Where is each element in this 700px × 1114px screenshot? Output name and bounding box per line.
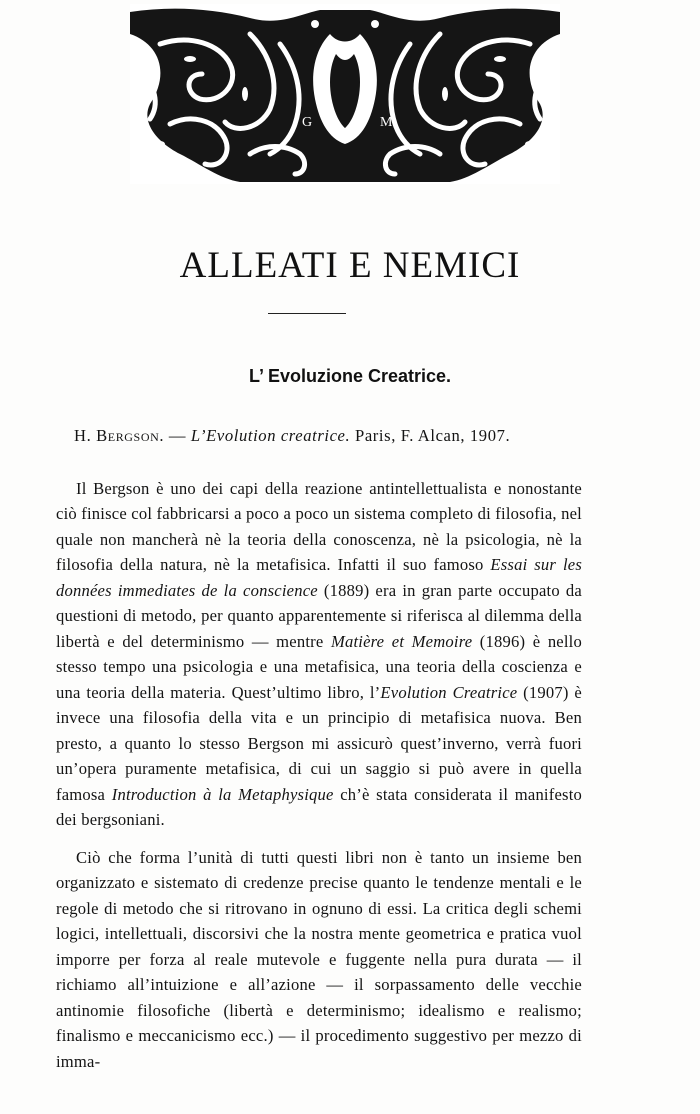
italic-run: Introduction à la Metaphysique bbox=[111, 784, 334, 804]
ornament-initial-left: G bbox=[302, 115, 313, 130]
citation-publisher: Paris, F. Alcan, 1907. bbox=[350, 426, 511, 445]
text-run: Il Bergson è uno dei capi della reazione antintellettualista e nonostante ciò finisce col fabbricarsi a poco a poco un sistema completo di filosofia, nel quale non mancherà nè la teoria della conoscenza, nè la psicologia, nè la filosofia della natura, nè la metafisica. Infatti il suo famoso bbox=[56, 478, 582, 575]
title-divider bbox=[268, 313, 346, 314]
paragraph-2 bbox=[56, 845, 582, 1075]
bibliographic-citation bbox=[74, 426, 594, 446]
page-title: ALLEATI E NEMICI bbox=[179, 245, 521, 286]
ornamental-headpiece bbox=[130, 4, 560, 184]
italic-run: Essai sur les données immediates de la conscience bbox=[56, 555, 582, 600]
text-run: Ciò che forma l’unità di tutti questi libri non è tanto un insieme ben organizzato e sistemato di credenze precise quanto le tendenze mentali e le regole di metodo che si ritrovano in ognuno di essi. La critica degli schemi logici, intellettuali, discorsivi che la nostra mente geometrica e pratica vuol imporre per forza al reale mutevole e fuggente nella pura durata — il richiamo all’intuizione e all’azione — il sorpassamento delle vecchie antinomie filosofiche (libertà e determinismo; idealismo e realismo; finalismo e meccanicismo ecc.) — il procedimento suggestivo per mezzo di imma- bbox=[56, 847, 582, 1071]
paragraph-1 bbox=[56, 476, 582, 833]
citation-work-title: L’Evolution creatrice. bbox=[190, 426, 351, 445]
citation-author-initial: H. bbox=[74, 426, 92, 445]
italic-run: Matière et Memoire bbox=[330, 631, 473, 651]
text-run: (1889) era in gran parte occupato da questioni di metodo, per quanto apparentemente si riferisca al dilemma della libertà e del determinismo — mentre bbox=[56, 580, 582, 651]
text-run: (1896) è nello stesso tempo una psicologia e una metafisica, una teoria della coscienza e una teoria della materia. Quest’ultimo libro, l’ bbox=[56, 631, 582, 702]
text-run: (1907) è invece una filosofia della vita e un principio di metafisica nuova. Ben presto, a quanto lo stesso Bergson mi assicurò quest’inverno, verrà fuori un’opera puramente metafisica, di cui un saggio si può avere in quella famosa bbox=[56, 682, 582, 804]
italic-run: Evolution Creatrice bbox=[380, 682, 518, 702]
section-title: L’ Evoluzione Creatrice. bbox=[248, 366, 452, 386]
ornament-initial-right: M bbox=[380, 115, 393, 130]
citation-author-name: Bergson. bbox=[96, 426, 165, 445]
text-run: ch’è stata considerata il manifesto dei bergsoniani. bbox=[56, 784, 583, 830]
citation-dash: — bbox=[164, 426, 191, 445]
